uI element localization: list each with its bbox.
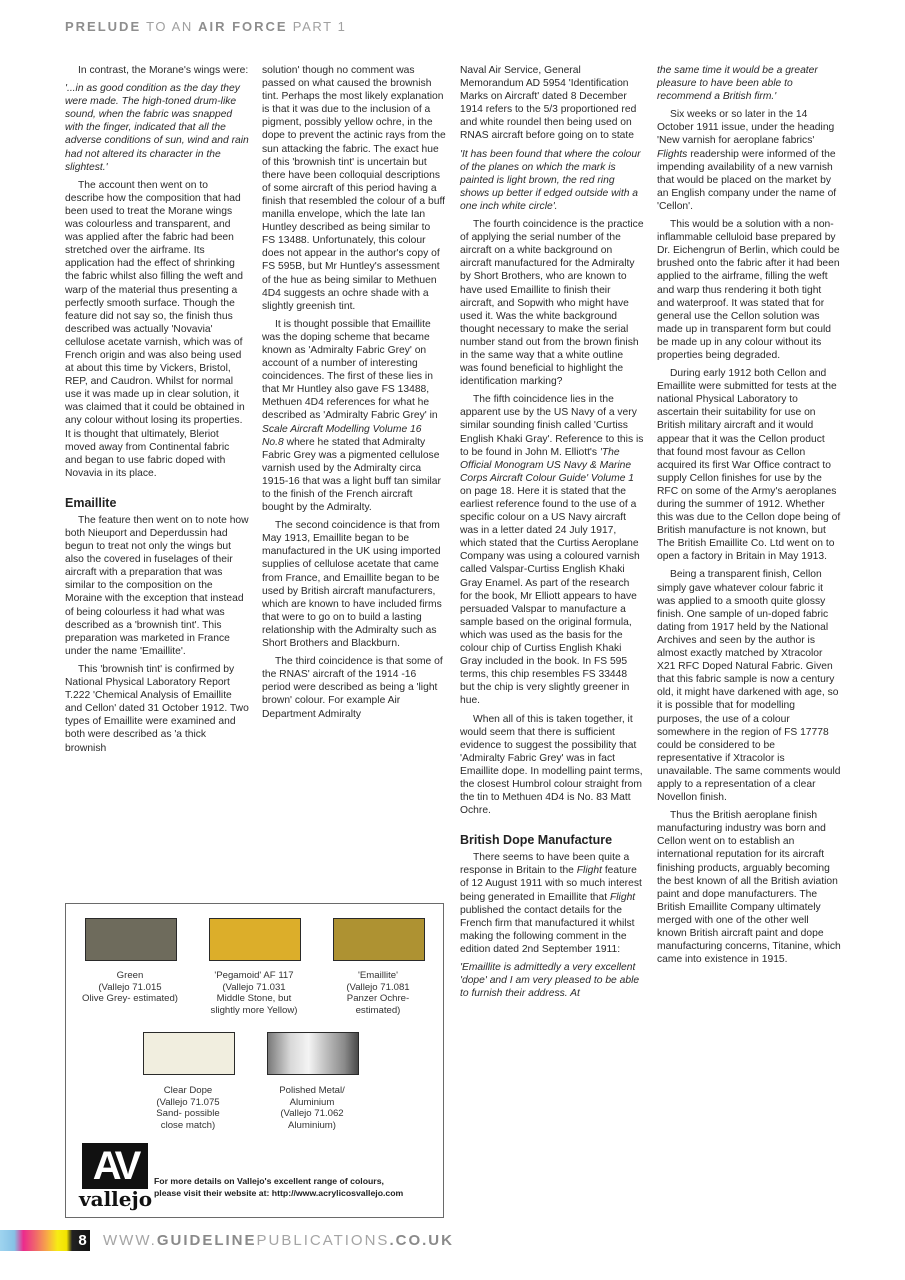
swatch-label-line: close match) xyxy=(160,1119,216,1131)
swatch-label-line: Sand- possible xyxy=(156,1108,220,1120)
text-run: The account then went on to describe how the composition that had been used to treat the Morane wings was colourless and transparent, and was applied after the fabric had been stretched over the airframe. Its application had the effect of shrinking the fabric whilst also filling the weft and warp of the material thus presenting a perfectly smooth surface. Though the feature did not say so, the finish thus described was actually 'Novavia' cellulose acetate varnish, which was of French origin and was also being used at about this time by Vickers, Bristol, REP, and Caudron. Whilst for normal use it was made up in clear solution, it was claimed that it could be obtained in any colour without losing its properties. It is thought that ultimately, Bleriot moved away from Continental fabric and began to use fabric doped with Novavia in its place. xyxy=(65,179,245,479)
text-run: The fifth coincidence lies in the apparent use by the US Navy of a very similar sounding finish called 'Curtiss English Khaki Gray'. Reference to this is to be found in John M. Elliott's xyxy=(460,394,644,458)
swatch-label-line: Aluminium) xyxy=(288,1119,336,1131)
italic-title: Flight xyxy=(576,865,602,877)
paragraph xyxy=(65,663,249,755)
page-number: 8 xyxy=(78,1232,87,1249)
swatch-label-line: (Vallejo 71.081 xyxy=(346,981,410,993)
article-column-1 xyxy=(65,64,249,760)
footer-www: WWW. xyxy=(103,1232,157,1249)
paragraph xyxy=(65,64,249,77)
header-bold-air-force: AIR FORCE xyxy=(198,19,288,34)
article-column-4 xyxy=(657,64,841,971)
swatch-label-line: (Vallejo 71.015 xyxy=(98,981,162,993)
swatch-label-line: Clear Dope xyxy=(163,1085,213,1096)
swatch-label xyxy=(242,1085,382,1131)
article-column-2 xyxy=(262,64,446,726)
text-run: Thus the British aeroplane finish manufacturing industry was born and Cellon went on to establish an international reputation for its aircraft finishing products, arguably becoming the best known of all the British aviation paint and dope manufacturers. The British Emaillite Company ultimately merged with one of the other well known British aircraft paint and dope manufacturing concerns, Titanine, which came into existence in 1915. xyxy=(657,810,841,966)
text-run: There seems to have been quite a response in Britain to the xyxy=(460,852,630,877)
swatch-label xyxy=(118,1085,258,1131)
swatch-label-line: Middle Stone, but xyxy=(216,993,292,1005)
section-heading: Emaillite xyxy=(65,495,117,510)
text-run: The second coincidence is that from May 1913, Emaillite began to be manufactured in the UK using imported supplies of cellulose acetate that came from France, and Emaillite began to be used by British aircraft manufacturers, which are known to have included firms that were to go on to build a lasting relationship with the Admiralty such as Short Brothers and Blackburn. xyxy=(262,520,442,650)
swatch-olive-grey xyxy=(85,918,177,961)
swatch-label-line: 'Emaillite' xyxy=(358,970,398,981)
italic-title: Flights xyxy=(657,148,688,160)
text-run: When all of this is taken together, it would seem that there is sufficient evidence to suggest the possibility that 'Admiralty Fabric Grey' was in fact Emaillite dope. In modelling paint terms, the closest Humbrol colour straight from the tin to Methuen 4D4 is No. 83 Matt Ochre. xyxy=(460,713,643,817)
paragraph xyxy=(262,519,446,650)
paragraph xyxy=(460,393,644,707)
promo-line-1: For more details on Vallejo's excellent range of colours, xyxy=(154,1176,384,1186)
paragraph xyxy=(460,64,644,143)
text-run: '...in as good condition as the day they were made. The high-toned drum-like sound, when the fabric was snapped with the finger, indicated that all the adverse conditions of sun, wind and rain had not altered its character in the slightest.' xyxy=(65,83,249,173)
swatch-label xyxy=(308,970,448,1016)
footer-publications: PUBLICATIONS xyxy=(256,1232,390,1249)
swatch-clear-dope xyxy=(143,1032,235,1075)
footer-tld: .CO.UK xyxy=(389,1232,454,1249)
quotation xyxy=(65,82,249,174)
paragraph xyxy=(460,713,644,818)
text-run: During early 1912 both Cellon and Emaillite were submitted for tests at the national Physical Laboratory to ascertain their suitability for use on British military aircraft and it would appear that it was the Cellon product that found most favour as Cellon acquired its first War Office contract to supply Cellon finishes for use by the RFC on some of the Army's aeroplanes during the summer of 1912. Whether this was due to the Cellon dope being of British manufacture is not known, but The British Emaillite Co. Ltd went on to open a factory in Britain in May 1913. xyxy=(657,368,841,563)
swatch-label-line: Polished Metal/ xyxy=(279,1085,345,1096)
text-run: 'Emaillite is admittedly a very excellent 'dope' and I am very pleased to be able to furnish their address. At xyxy=(460,962,640,1000)
text-run: Naval Air Service, General Memorandum AD 5954 'Identification Marks on Aircraft' dated 8 December 1914 refers to the 5/3 proportioned red and white roundel then being used on RNAS aircraft before going on to state xyxy=(460,65,637,142)
paragraph xyxy=(65,179,249,480)
paragraph xyxy=(657,568,841,804)
paragraph xyxy=(65,514,249,658)
section-heading: British Dope Manufacture xyxy=(460,833,613,848)
text-run: Six weeks or so later in the 14 October 1911 issue, under the heading 'New varnish for aeroplane fabrics' xyxy=(657,109,835,147)
swatch-label-line: Aluminium xyxy=(289,1096,335,1108)
website-footer xyxy=(103,1232,454,1249)
swatch-label-line: estimated) xyxy=(355,1004,401,1016)
text-run: The fourth coincidence is the practice of applying the serial number of the aircraft on a white background on aircraft manufactured for the Admiralty by Short Brothers, who are known to have used Emaillite to finish their aircraft, and Sopwith who might have used it. Was the white background thought necessary to make the serial number stand out from the brown finish in the same way that a white outline was found beneficial to highlight the identification marking? xyxy=(460,219,644,388)
paragraph xyxy=(262,64,446,313)
swatch-pegamoid xyxy=(209,918,301,961)
swatch-emaillite xyxy=(333,918,425,961)
text-run: The third coincidence is that some of the RNAS' aircraft of the 1914 -16 period were described as being a 'light brown' colour. For example Air Department Admiralty xyxy=(262,656,443,720)
promo-line-2[interactable]: please visit their website at: http://www.acrylicosvallejo.com xyxy=(154,1188,404,1198)
paragraph xyxy=(657,108,841,213)
swatch-label-line: 'Pegamoid' AF 117 xyxy=(214,970,294,981)
text-run: This 'brownish tint' is confirmed by National Physical Laboratory Report T.222 'Chemical Analysis of Emaillite and Cellon' dated 31 October 1912. Two types of Emaillite were examined and both were described as 'a thick brownish xyxy=(65,663,249,754)
italic-title: Flight xyxy=(609,891,636,903)
header-part: PART 1 xyxy=(287,19,347,34)
text-run: The feature then went on to note how both Nieuport and Deperdussin had begun to treat not only the wings but also the covered in fuselages of their aircraft with a preparation that was similar to the composition on the Moraine with the exception that instead of being colourless it had what was described as a 'brownish tint'. This preparation was marketed in France under the name 'Emaillite'. xyxy=(65,514,249,657)
text-run: 'It has been found that where the colour of the planes on which the mark is painted is light brown, the red ring shows up better if edged outside with a one inch white circle'. xyxy=(460,148,641,212)
swatch-polished-metal xyxy=(267,1032,359,1075)
text-run: the same time it would be a greater pleasure to have been able to recommend a British firm.' xyxy=(657,65,818,103)
swatch-label-line: Panzer Ochre- xyxy=(346,993,410,1005)
paragraph xyxy=(657,809,841,966)
text-run: published the contact details for the French firm that manufactured it whilst making the following comment in the edition dated 2nd September 1911: xyxy=(460,904,635,955)
swatch-label xyxy=(60,970,200,1005)
footer-brand: GUIDELINE xyxy=(156,1232,257,1249)
text-run: It is thought possible that Emaillite was the doping scheme that became known as 'Admiralty Fabric Grey' on account of a number of interesting coincidences. The first of these lies in that Mr Huntley also gave FS 13488, Methuen 4D4 references for what he described as 'Admiralty Fabric Grey' in xyxy=(262,318,438,422)
quotation xyxy=(460,148,644,213)
paragraph xyxy=(262,655,446,720)
vallejo-logo-icon: AV xyxy=(82,1143,148,1189)
text-run: readership were informed of the impending availability of a new varnish that would be placed on the market by an English company under the name of 'Cellon'. xyxy=(657,148,837,212)
swatch-label-line: Green xyxy=(116,970,144,981)
running-header xyxy=(65,19,346,34)
vallejo-logo-word: vallejo xyxy=(79,1187,153,1211)
text-run: This would be a solution with a non-inflammable celluloid base prepared by Dr. Eichengrun of Berlin, which could be brushed onto the fabric after it had been applied to the airframe, filling the weft and warp thus rendering it both tight and waterproof. It was stated that for general use the Cellon solution was made up in transparent form but could be made up in any colour without its properties being degraded. xyxy=(657,219,840,361)
text-run: on page 18. Here it is stated that the earliest reference found to the use of a specific colour on a US Navy aircraft was in a letter dated 24 July 1917, which stated that the Curtiss Aeroplane Company was using a coloured varnish called Valspar-Curtiss English Khaki Gray Enamel. As part of the research for the book, Mr Elliott appears to have persuaded Valspar to manufacture a sample based on the original formula, which was used as the basis for the colour chip of Curtiss English Khaki Gray included in the book. In FS 595 terms, this chip resembles FS 33448 but the chip is very slightly greener in hue. xyxy=(460,485,640,707)
swatch-label-line: (Vallejo 71.075 xyxy=(156,1096,220,1108)
text-run: In contrast, the Morane's wings were: xyxy=(78,65,249,76)
article-column-3 xyxy=(460,64,644,1005)
paragraph xyxy=(460,218,644,388)
swatch-label-line: slightly more Yellow) xyxy=(210,1004,298,1016)
paragraph xyxy=(657,367,841,563)
swatch-label-line: (Vallejo 71.062 xyxy=(280,1108,344,1120)
swatch-label-line: (Vallejo 71.031 xyxy=(222,981,286,993)
text-run: solution' though no comment was passed on what caused the brownish tint. Perhaps the most likely explanation is that it was due to the inclusion of a pigment, possibly yellow ochre, in the dope to prevent the actinic rays from the sun attacking the fabric. The exact hue of this 'brownish tint' is uncertain but there have been colloquial descriptions of some aircraft of this period having a finish that resembled the colour of a buff manilla envelope, which the late Ian Huntley described as being similar to FS 13488. Unfortunately, this colour does not appear in the author's copy of FS 595B, but Mr Huntley's assessment of the hue as being similar to Methuen 4D4 suggests an ochre shade with a slightly greenish tint. xyxy=(262,65,446,312)
italic-title: Scale Aircraft Modelling Volume 16 No.8 xyxy=(262,423,422,448)
colour-chart-box xyxy=(65,903,444,1218)
italic-title: 'The Official Monogram US Navy & Marine Corps Aircraft Colour Guide' Volume 1 xyxy=(460,446,635,484)
paragraph xyxy=(262,318,446,514)
swatch-label-line: Olive Grey- estimated) xyxy=(82,993,178,1005)
quotation xyxy=(657,64,841,103)
text-run: Being a transparent finish, Cellon simply gave whatever colour fabric it was applied to a smooth quite glossy finish. One sample of un-doped fabric dating from 1917 held by the National Archives and seen by the author is almost exactly matched by Xtracolor X21 RFC Doped Natural Fabric. Given that this fabric sample is now a century old, it might have darkened with age, so it is possible that for modelling purposes, the use of a colour somewhere in the region of FS 17778 could be considered to be representative if Xtracolor is unavailable. The same comments would apply to a representation of a clear Novellon finish. xyxy=(657,569,841,804)
header-bold-prelude: PRELUDE xyxy=(65,19,142,34)
swatch-label xyxy=(184,970,324,1016)
header-text: TO AN xyxy=(141,19,199,34)
text-run: where he stated that Admiralty Fabric Grey was a pigmented cellulose varnish used by the Admiralty circa 1915-16 that was a light buff tan similar to the finish of the French aircraft bought by the Admiralty. xyxy=(262,436,441,514)
paragraph xyxy=(460,851,644,956)
paragraph xyxy=(657,218,841,362)
text-run: feature of 12 August 1911 with so much interest being generated in Emaillite that xyxy=(460,865,642,903)
vallejo-promo xyxy=(154,1175,403,1199)
quotation xyxy=(460,961,644,1000)
